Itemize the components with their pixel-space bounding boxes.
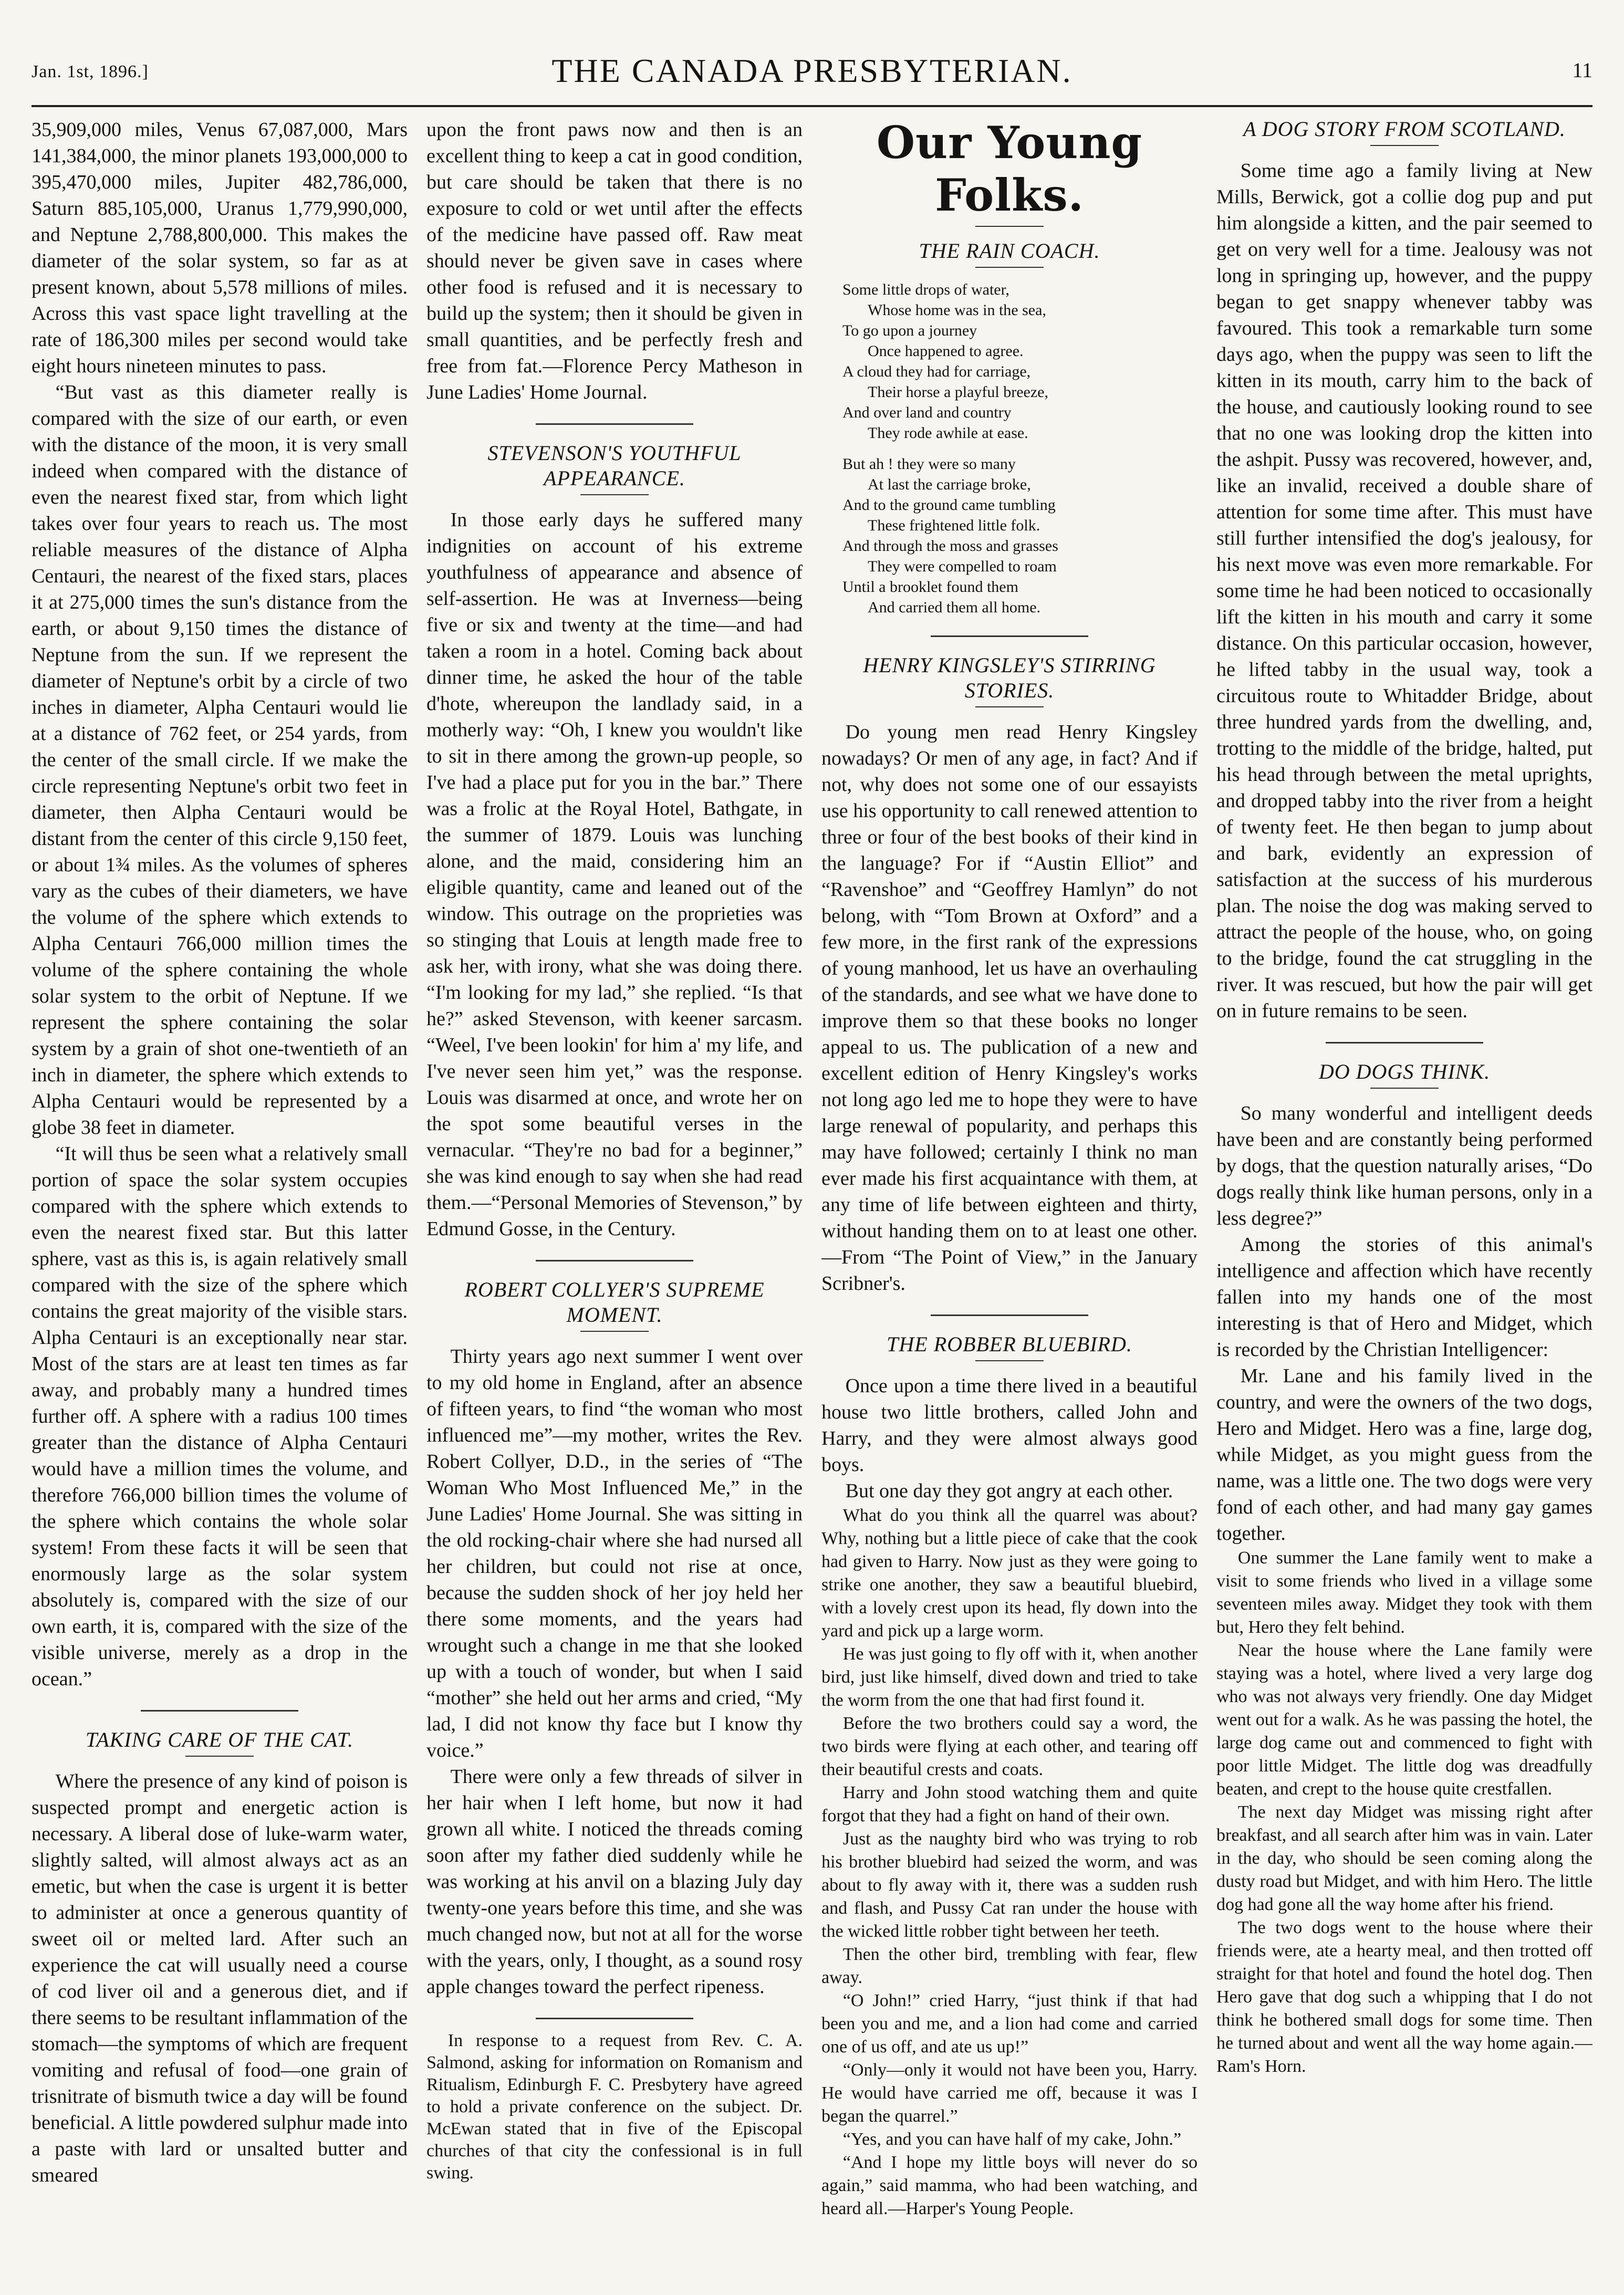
article-paragraph: Thirty years ago next summer I went over to my old home in England, after an absence of fifteen years, to find “the woman who most influenced me”—my mother, writes the Rev. Robert Collyer, D.D., in the series of “The Woman Who Most Influenced Me,” in the June Ladies' Home Journal. She was sitting in the old rocking-chair where she had nursed all her children, but could not rise at once, because the sudden shock of her joy held her there some moments, and the years had wrought such a change in me that she looked up with a touch of wonder, but when I said “mother” she held out her arms and cried, “My lad, I did not know thy face but I know thy voice.”	[426, 1345, 803, 1761]
title-rule	[580, 494, 649, 495]
page-header	[32, 42, 1592, 107]
article-paragraph: Once upon a time there lived in a beautiful house two little brothers, called John and Harry, and they were almost always good boys.	[821, 1375, 1198, 1476]
article-title-stevenson: STEVENSON'S YOUTHFUL APPEARANCE.	[487, 441, 742, 490]
article-paragraph: upon the front paws now and then is an excellent thing to keep a cat in good condition, but care should be taken that there is no exposure to cold or wet until after the effects of the medicine have passed off. Raw meat should never be given save in cases where other food is refused and it is necessary to build up the system; then it should be given in small quantities, and be perfectly fresh and free from fat.—Florence Percy Matheson in June Ladies' Home Journal.	[426, 119, 803, 403]
article-paragraph: The two dogs went to the house where their friends were, ate a hearty meal, and then trotted off straight for that hotel and found the hotel dog. Then Hero gave that dog such a whipping that I do not think he bothered small dogs for some time. Then he turned about and went all the way home again.—Ram's Horn.	[1216, 1918, 1592, 2076]
column-2	[426, 117, 803, 2259]
poem-line: And carried them all home.	[868, 599, 1041, 616]
title-rule	[975, 706, 1044, 707]
article-paragraph: Some time ago a family living at New Mills, Berwick, got a collie dog pup and put him alongside a kitten, and the pair seemed to get on very well for a time. Jealousy was not long in springing up, however, and the puppy began to get snappy whenever tabby was favoured. This took a remarkable turn some days ago, when the puppy was seen to lift the kitten in its mouth, carry him to the back of the house, and cautiously looking round to see that no one was looking drop the kitten into the ashpit. Pussy was recovered, however, and, like an invalid, received a double share of attention for some time after. This must have still further intensified the dog's jealousy, for his next move was even more remarkable. For some time he had been noticed to occasionally lift the kitten in his mouth and carry it some distance. On this particular occasion, however, he lifted tabby in the usual way, took a circuitous route to Whitadder Bridge, about three hundred yards from the dwelling, and, trotting to the middle of the bridge, halted, put his head through between the metal uprights, and dropped tabby into the river from a height of twenty feet. He then began to jump about and bark, evidently an expression of satisfaction at the success of his murderous plan. The noise the dog was making served to attract the people of the house, who, on going to the bridge, found the cat struggling in the river. It was rescued, but how the pair will get on in future remains to be seen.	[1216, 160, 1592, 1022]
poem-title: THE RAIN COACH.	[919, 239, 1100, 263]
section-divider	[931, 635, 1088, 637]
section-divider	[536, 2018, 693, 2019]
section-divider	[931, 1315, 1088, 1316]
title-rule	[975, 226, 1044, 227]
poem-line: Whose home was in the sea,	[868, 301, 1046, 319]
astronomy-paragraph: 35,909,000 miles, Venus 67,087,000, Mars 141,384,000, the minor planets 193,000,000 to 395,470,000 miles, Jupiter 482,786,000, Saturn 885,105,000, Uranus 1,779,990,000, and Neptune 2,788,800,000. This makes the diameter of the solar system, so far as at present known, about 5,578 millions of miles. Across this vast space light travelling at the rate of 186,300 miles per second would take eight hours nineteen minutes to pass.	[32, 119, 408, 377]
poem-line: And through the moss and grasses	[842, 537, 1058, 555]
issue-date: Jan. 1st, 1896.]	[32, 62, 149, 81]
poem-line: Their horse a playful breeze,	[868, 383, 1048, 401]
poem-line: But ah ! they were so many	[842, 455, 1016, 473]
column-4	[1216, 117, 1592, 2259]
article-paragraph: In those early days he suffered many indignities on account of his extreme youthfulness of appearance and absence of self-assertion. He was at Inverness—being five or six and twenty at the time—and had taken a room in a hotel. Coming back about dinner time, he asked the hour of the table d'hote, whereupon the landlady said, in a motherly way: “Oh, I knew you wouldn't like to sit in there among the grown-up people, so I've had a place put for you in the bar.” There was a frolic at the Royal Hotel, Bathgate, in the summer of 1879. Louis was lunching alone, and the maid, considering him an eligible quantity, came and leaned out of the window. This outrage on the proprieties was so stinging that Louis at length made free to ask her, with irony, what she was doing there. “I'm looking for my lad,” she replied. “Is that he?” asked Stevenson, with keener sarcasm. “Weel, I've been lookin' for him a' my life, and I've never seen him yet,” was the response. Louis was disarmed at once, and wrote her on the spot some beautiful verses in the vernacular. “They're no bad for a beginner,” she was kind enough to say when she had read them.—“Personal Memories of Stevenson,” by Edmund Gosse, in the Century.	[426, 509, 803, 1240]
stanza-break	[842, 443, 1198, 454]
article-title-collyer: ROBERT COLLYER'S SUPREME MOMENT.	[464, 1278, 765, 1327]
article-title-bluebird: THE ROBBER BLUEBIRD.	[887, 1332, 1132, 1356]
article-paragraph: One summer the Lane family went to make a visit to some friends who lived in a village some seventeen miles away. Midget they took with them but, Hero they felt behind.	[1216, 1548, 1592, 1637]
poem-line: And to the ground came tumbling	[842, 496, 1056, 514]
article-title-kingsley: HENRY KINGSLEY'S STIRRING STORIES.	[863, 653, 1156, 702]
article-paragraph: There were only a few threads of silver in her hair when I left home, but now it had grown all white. I noticed the threads coming soon after my father died suddenly while he was working at his anvil on a blazing July day twenty-one years before this time, and she was much changed now, but not at all for the worse with the years, only, I thought, as a sound rosy apple changes toward the perfect ripeness.	[426, 1766, 803, 1998]
article-title-dog-story: A DOG STORY FROM SCOTLAND.	[1243, 117, 1566, 141]
column-1	[32, 117, 408, 2259]
article-paragraph: The next day Midget was missing right after breakfast, and all search after him was in vain. Later in the day, who should be seen coming along the dusty road but Midget, and with him Hero. The little dog had gone all the way home after his friend.	[1216, 1802, 1592, 1914]
article-paragraph: Where the presence of any kind of poison is suspected prompt and energetic action is necessary. A liberal dose of luke-warm water, slightly salted, will almost always act as an emetic, but when the case is urgent it is better to administer at once a generous quantity of sweet oil or melted lard. After such an experience the cat will usually need a course of cod liver oil and a generous diet, and if there seems to be resultant inflammation of the stomach—the symptoms of which are frequent vomiting and refusal of food—one grain of trisnitrate of bismuth twice a day will be found beneficial. A little powdered sulphur made into a paste with lard or unsalted butter and smeared	[32, 1770, 408, 2186]
title-rule	[185, 1756, 254, 1757]
article-paragraph: What do you think all the quarrel was about? Why, nothing but a little piece of cake that the cook had given to Harry. Now just as they were going to strike one another, they saw a beautiful bluebird, with a lovely crest upon its head, fly down into the yard and pick up a large worm.	[821, 1506, 1198, 1641]
poem-line: These frightened little folk.	[868, 517, 1040, 534]
article-title-dogs-think: DO DOGS THINK.	[1318, 1060, 1491, 1083]
article-paragraph: “O John!” cried Harry, “just think if that had been you and me, and a lion had come and carried one of us off, and ate us up!”	[821, 1991, 1198, 2057]
article-paragraph: But one day they got angry at each other.	[845, 1480, 1173, 1502]
article-paragraph: Before the two brothers could say a word, the two birds were flying at each other, and tearing off their beautiful crests and coats.	[821, 1714, 1198, 1779]
title-rule	[975, 1360, 1044, 1361]
article-paragraph: “And I hope my little boys will never do so again,” said mamma, who had been watching, and heard all.—Harper's Young People.	[821, 2153, 1198, 2218]
title-rule	[1370, 145, 1439, 146]
title-rule	[580, 1331, 649, 1332]
article-paragraph: Near the house where the Lane family were staying was a hotel, where lived a very large dog who was not always very friendly. One day Midget went out for a walk. As he was passing the hotel, the large dog came out and commenced to fight with poor little Midget. The little dog was dreadfully beaten, and crept to the house quite crestfallen.	[1216, 1641, 1592, 1799]
article-paragraph: He was just going to fly off with it, when another bird, just like himself, dived down and tried to take the worm from the one that had first found it.	[821, 1644, 1198, 1710]
poem-line: They were compelled to roam	[868, 558, 1057, 575]
article-paragraph: “Only—only it would not have been you, Harry. He would have carried me off, because it was I began the quarrel.”	[821, 2060, 1198, 2126]
astronomy-paragraph: “It will thus be seen what a relatively small portion of space the solar system occupies compared with the sphere which extends to even the nearest fixed star. But this latter sphere, vast as this is, is again relatively small compared with the size of the sphere which contains the great majority of the visible stars. Alpha Centauri is an exceptionally near star. Most of the stars are at least ten times as far away, and probably many a hundred times further off. A sphere with a radius 100 times greater than the distance of Alpha Centauri would have a million times the volume, and therefore 766,000 billion times the volume of the sphere which contains the whole solar system! From these facts it will be seen that enormously large as the solar system absolutely is, compared with the size of our own earth, it is, compared with the size of the visible universe, merely as a drop in the ocean.”	[32, 1143, 408, 1690]
article-paragraph: Among the stories of this animal's intelligence and affection which have recently fallen into my hands one of the most interesting is that of Hero and Midget, which is recorded by the Christian Intelligencer:	[1216, 1234, 1592, 1361]
poem-line: To go upon a journey	[842, 322, 977, 339]
poem-line: Some little drops of water,	[842, 281, 1009, 298]
poem	[842, 279, 1198, 618]
section-title-young-folks: Our Young Folks.	[876, 117, 1143, 221]
title-rule	[1370, 1088, 1439, 1089]
article-paragraph: “Yes, and you can have half of my cake, John.”	[842, 2130, 1182, 2149]
article-paragraph: Do young men read Henry Kingsley nowadays? Or men of any age, in fact? And if not, why does not some one of our essayists use his opportunity to call renewed attention to three or four of the best books of their kind in the language? For if “Austin Elliot” and “Ravenshoe” and “Geoffrey Hamlyn” do not belong, with “Tom Brown at Oxford” and a few more, in the first rank of the expressions of young manhood, let us have an overhauling of the standards, and see what we have done to improve them so that these books no longer appeal to us. The publication of a new and excellent edition of Henry Kingsley's works not long ago led me to hope they were to have large renewal of popularity, and perhaps this may have followed; certainly I think no man ever made his first acquaintance with them, at any time of life between eighteen and thirty, without handing them on to at least one other.—From “The Point of View,” in the January Scribner's.	[821, 721, 1198, 1295]
article-paragraph: Mr. Lane and his family lived in the country, and were the owners of the two dogs, Hero and Midget. Hero was a fine, large dog, while Midget, as you might guess from the name, was a little one. The two dogs were very fond of each other, and had many gay games together.	[1216, 1365, 1592, 1545]
astronomy-paragraph: “But vast as this diameter really is compared with the size of our earth, or even with the distance of the moon, it is very small indeed when compared with the distance of even the nearest fixed star, from which light takes over four years to reach us. The most reliable measures of the distance of Alpha Centauri, the nearest of the fixed stars, places it at 275,000 times the sun's distance from the earth, or about 9,150 times the distance of Neptune from the sun. If we represent the diameter of Neptune's orbit by a circle of two inches in diameter, Alpha Centauri would lie at a distance of 762 feet, or 254 yards, from the center of the small circle. If we make the circle representing Neptune's orbit two feet in diameter, then Alpha Centauri would be distant from the center of this circle 9,150 feet, or about 1¾ miles. As the volumes of spheres vary as the cubes of their diameters, we have the volume of the sphere which extends to Alpha Centauri 766,000 million times the volume of the sphere containing the whole solar system to the orbit of Neptune. If we represent the sphere containing the solar system by a grain of shot one-twentieth of an inch in diameter, the sphere which extends to Alpha Centauri would be represented by a globe 38 feet in diameter.	[32, 381, 408, 1139]
article-paragraph: So many wonderful and intelligent deeds have been and are constantly being performed by dogs, that the question naturally arises, “Do dogs really think like human persons, only in a less degree?”	[1216, 1102, 1592, 1229]
article-paragraph: Just as the naughty bird who was trying to rob his brother bluebird had seized the worm, and was about to fly away with it, there was a sudden rush and flash, and Pussy Cat ran under the house with the wicked little robber tight between her teeth.	[821, 1829, 1198, 1941]
page-number: 11	[1572, 58, 1592, 82]
article-paragraph: Harry and John stood watching them and quite forgot that they had a fight on hand of their own.	[821, 1783, 1198, 1825]
column-3	[821, 117, 1198, 2259]
section-divider	[1326, 1042, 1483, 1044]
poem-line: Once happened to agree.	[868, 342, 1024, 360]
section-divider	[536, 423, 693, 425]
columns	[32, 117, 1592, 2259]
poem-line: Until a brooklet found them	[842, 578, 1018, 596]
poem-line: They rode awhile at ease.	[868, 424, 1028, 442]
newspaper-title: THE CANADA PRESBYTERIAN.	[551, 52, 1073, 89]
poem-line: At last the carriage broke,	[868, 476, 1031, 493]
poem-line: A cloud they had for carriage,	[842, 363, 1031, 380]
article-paragraph: Then the other bird, trembling with fear, flew away.	[821, 1945, 1198, 1987]
article-title-cat: TAKING CARE OF THE CAT.	[85, 1728, 354, 1751]
news-note: In response to a request from Rev. C. A. Salmond, asking for information on Romanism and Ritualism, Edinburgh F. C. Presbytery have agreed to hold a private conference on the subject. Dr. McEwan stated that in five of the Episcopal churches of that city the confessional is in full swing.	[426, 2031, 803, 2183]
title-rule	[975, 267, 1044, 268]
poem-line: And over land and country	[842, 404, 1012, 421]
section-divider	[536, 1260, 693, 1261]
section-divider	[141, 1710, 298, 1712]
